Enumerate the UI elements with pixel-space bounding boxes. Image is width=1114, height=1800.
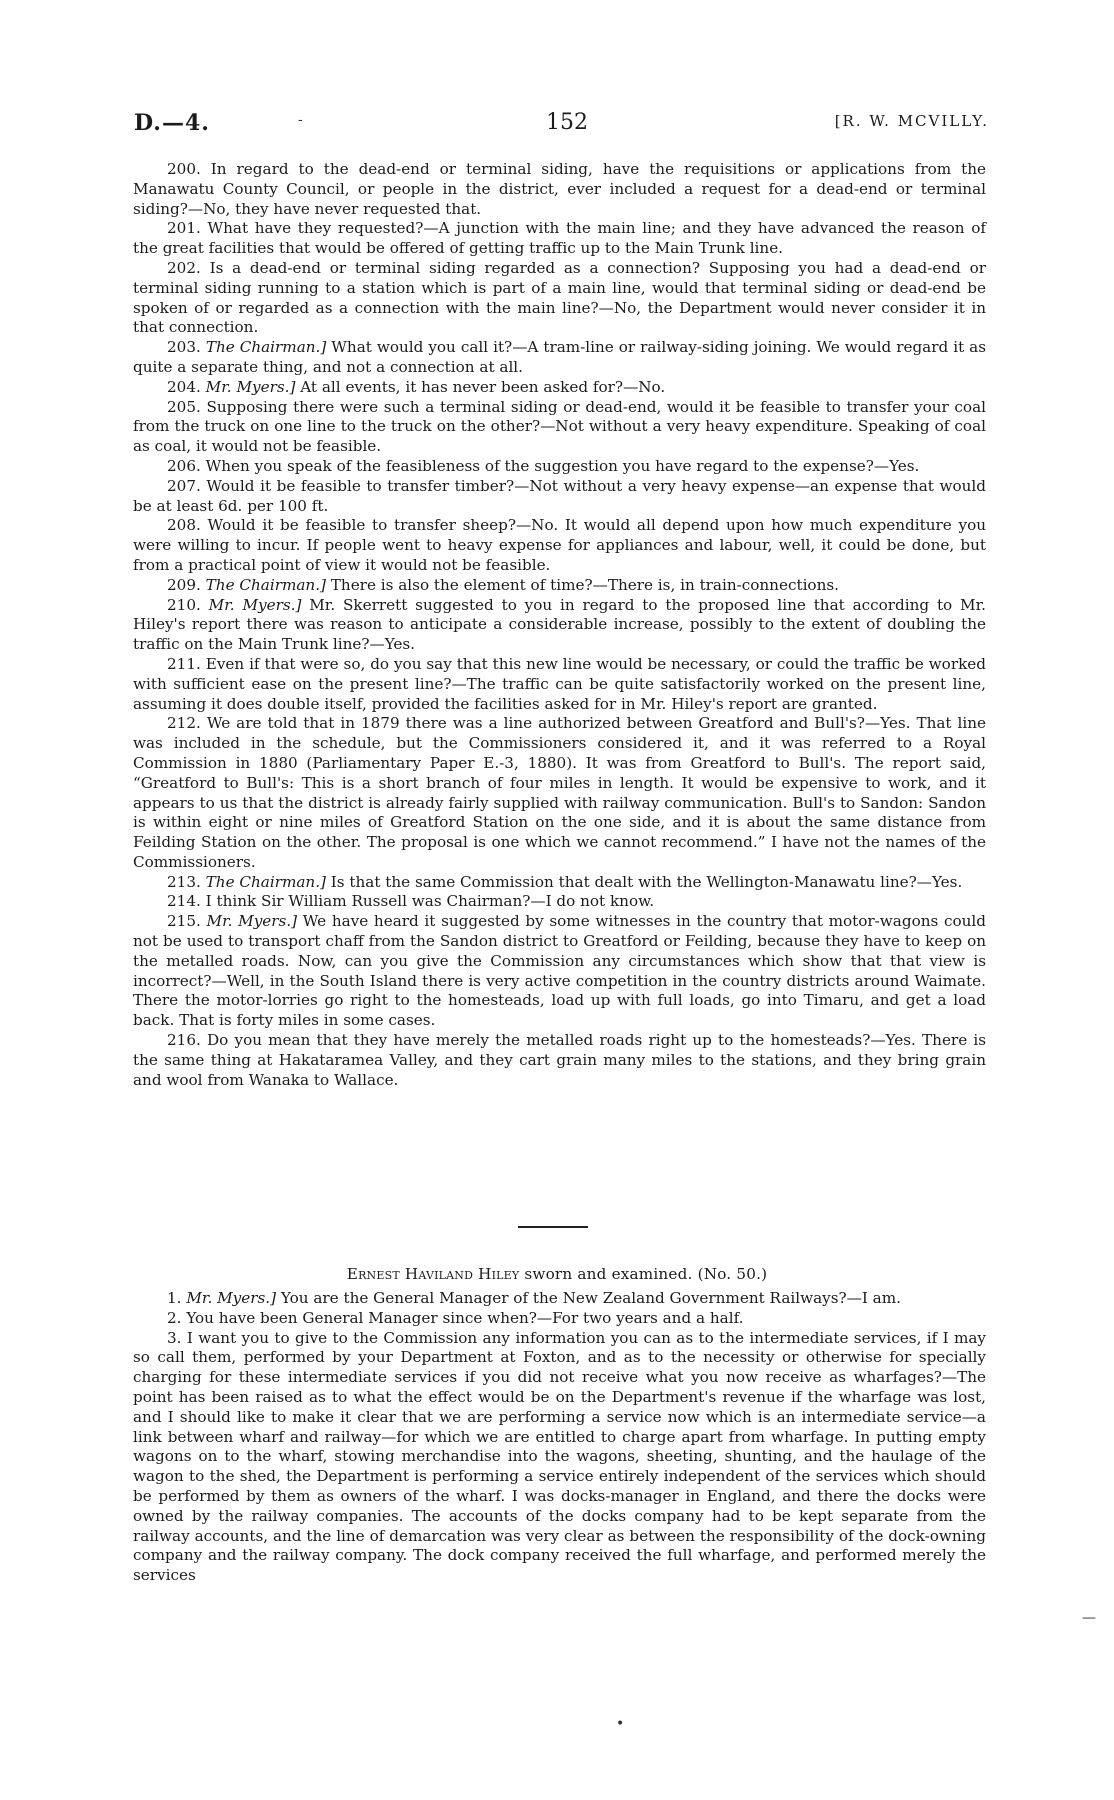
witness-reference: [R. W. MCVILLY. — [834, 112, 989, 130]
witness-heading — [0, 1265, 1114, 1283]
section-divider — [518, 1226, 588, 1228]
speaker-label: The Chairman.] — [205, 338, 327, 357]
speaker-label: Mr. Myers.] — [206, 912, 298, 931]
page-number: 152 — [546, 110, 588, 135]
witness-number: (No. 50.) — [697, 1265, 768, 1283]
paragraph-216: 216. Do you mean that they have merely the metalled roads right up to the homesteads?—Yes. There is the same thing at Hakataramea Valley, and they cart grain many miles to the stations, and they bring grain and wool from Wanaka to Wallace. — [133, 1031, 986, 1089]
paragraph-205: 205. Supposing there were such a terminal siding or dead-end, would it be feasible to transfer your coal from the truck on one line to the truck on the other?—Not without a very heavy expenditure. Speaking of coal as coal, it would not be feasible. — [133, 397, 986, 456]
paragraph-209: 209. The Chairman.] There is also the element of time?—There is, in train-connections. — [167, 575, 839, 594]
paragraph-202: 202. Is a dead-end or terminal siding regarded as a connection? Supposing you had a dead-end or terminal siding running to a station which is part of a main line, would that terminal siding or dead-end be spoken of or regarded as a connection with the main line?—No, the Department would never consider it in that connection. — [133, 258, 987, 337]
speaker-label: The Chairman.] — [205, 872, 326, 891]
paragraph-207: 207. Would it be feasible to transfer timber?—Not without a very heavy expense—an expense that would be at least 6d. per 100 ft. — [133, 476, 986, 515]
section-reference: D.—4. — [134, 110, 210, 136]
paragraph-203: 203. The Chairman.] What would you call it?—A tram-line or railway-siding joining. We would regard it as quite a separate thing, and not a connection at all. — [133, 338, 987, 376]
testimony-hiley — [133, 1289, 986, 1586]
paragraph-214: 214. I think Sir William Russell was Chairman?—I do not know. — [167, 892, 655, 911]
speaker-label: Mr. Myers.] — [205, 377, 296, 396]
paragraph-201: 201. What have they requested?—A junction with the main line; and they have advanced the reason of the great facilities that would be offered of getting traffic up to the Main Trunk line. — [133, 219, 987, 258]
witness-status: sworn and examined. — [524, 1265, 693, 1283]
print-dot-mark: • — [616, 1716, 625, 1732]
paragraph-206: 206. When you speak of the feasibleness of the suggestion you have regard to the expense?—Yes. — [167, 456, 920, 475]
paragraph-208: 208. Would it be feasible to transfer sheep?—No. It would all depend upon how much expenditure you were willing to incur. If people went to heavy expense for appliances and labour, well, it could be done, but from a practical point of view it would not be feasible. — [133, 516, 986, 574]
paragraph-1: 1. Mr. Myers.] You are the General Manager of the New Zealand Government Railways?—I am. — [167, 1289, 901, 1307]
speaker-label: The Chairman.] — [205, 575, 326, 594]
paragraph-213: 213. The Chairman.] Is that the same Commission that dealt with the Wellington-Manawatu line?—Yes. — [167, 872, 963, 891]
margin-dash-mark: — — [1082, 1610, 1096, 1626]
witness-name: Ernest Haviland Hiley — [346, 1265, 520, 1283]
paragraph-2: 2. You have been General Manager since when?—For two years and a half. — [167, 1308, 744, 1327]
paragraph-211: 211. Even if that were so, do you say that this new line would be necessary, or could the traffic be worked with sufficient ease on the present line?—The traffic can be quite satisfactorily worked on the present line, assuming it does double itself, provided the facilities asked for in Mr. Hiley's report are granted. — [133, 654, 987, 713]
page-header — [134, 110, 989, 146]
paragraph-200: 200. In regard to the dead-end or terminal siding, have the requisitions or applications from the Manawatu County Council, or people in the district, ever included a request for a dead-end or terminal siding?—No, they have never requested that. — [133, 160, 986, 218]
speaker-label: Mr. Myers.] — [186, 1289, 277, 1307]
testimony-continued — [133, 160, 986, 1090]
paragraph-215: 215. Mr. Myers.] We have heard it suggested by some witnesses in the country that motor-wagons could not be used to transport chaff from the Sandon district to Greatford or Feilding, because they have to keep on the metalled roads. Now, can you give the Commission any circumstances which show that that view is incorrect?—Well, in the South Island there is very active competition in the country districts around Waimate. There the motor-lorries go right to the homesteads, load up with full loads, go into Timaru, and get a load back. That is forty miles in some cases. — [133, 912, 986, 1030]
speaker-label: Mr. Myers.] — [208, 595, 302, 614]
print-speck-mark: - — [298, 112, 303, 128]
paragraph-204: 204. Mr. Myers.] At all events, it has never been asked for?—No. — [167, 377, 666, 396]
paragraph-3: 3. I want you to give to the Commission any information you can as to the intermediate services, if I may so call them, performed by your Department at Foxton, and as to the necessity or otherwise for specially charging for these intermediate services if you did not receive what you now receive as wharfages?—The point has been raised as to what the effect would be on the Department's revenue if the wharfage was lost, and I should like to make it clear that we are performing a service now which is an intermediate service—a link between wharf and railway—for which we are entitled to charge apart from wharfage. In putting empty wagons on to the wharf, stowing merchandise into the wagons, sheeting, shunting, and the haulage of the wagon to the shed, the Department is performing a service entirely independent of the services which should be performed by them as owners of the wharf. I was docks-manager in England, and there the docks were owned by the railway companies. The accounts of the docks company had to be kept separate from the railway accounts, and the line of demarcation was very clear as between the responsibility of the dock-owning company and the railway company. The dock company received the full wharfage, and performed merely the services — [133, 1328, 986, 1585]
paragraph-212: 212. We are told that in 1879 there was a line authorized between Greatford and Bull's?—Yes. That line was included in the schedule, but the Commissioners considered it, and it was referred to a Royal Commission in 1880 (Parliamentary Paper E.-3, 1880). It was from Greatford to Bull's. The report said, “Greatford to Bull's: This is a short branch of four miles in length. It would be expensive to work, and it appears to us that the district is already fairly supplied with railway communication. Bull's to Sandon: Sandon is within eight or nine miles of Greatford Station on the one side, and it is about the same distance from Feilding Station on the other. The proposal is one which we cannot recommend.” I have not the names of the Commissioners. — [133, 714, 986, 871]
paragraph-210: 210. Mr. Myers.] Mr. Skerrett suggested to you in regard to the proposed line that according to Mr. Hiley's report there was reason to anticipate a considerable increase, possibly to the extent of doubling the traffic on the Main Trunk line?—Yes. — [133, 595, 986, 654]
